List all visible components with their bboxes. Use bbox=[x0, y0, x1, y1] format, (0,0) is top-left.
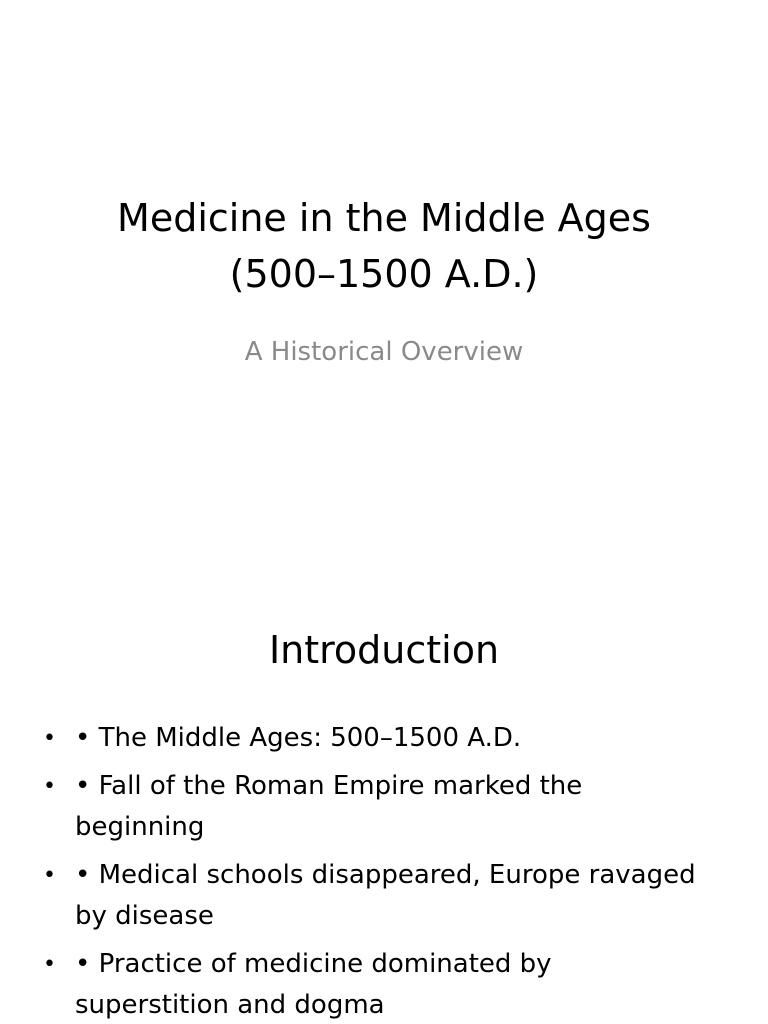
bullet-marker: • bbox=[43, 952, 56, 977]
bullet-text: • Medical schools disappeared, Europe ravaged by disease bbox=[75, 860, 696, 931]
slide-title bbox=[0, 190, 768, 302]
list-item bbox=[0, 766, 768, 848]
bullet-text: • Practice of medicine dominated by superstition and dogma bbox=[75, 949, 552, 1020]
list-item bbox=[0, 944, 768, 1024]
list-item bbox=[0, 855, 768, 937]
bullet-marker: • bbox=[43, 774, 56, 799]
slide-title-line-2: (500–1500 A.D.) bbox=[229, 252, 539, 296]
introduction-slide bbox=[0, 576, 768, 1024]
slide-subtitle: A Historical Overview bbox=[244, 337, 524, 367]
introduction-title: Introduction bbox=[268, 628, 500, 672]
bullet-marker: • bbox=[43, 863, 56, 888]
list-item bbox=[0, 718, 768, 759]
bullet-list bbox=[0, 718, 768, 1024]
slide-title-line-1: Medicine in the Middle Ages bbox=[117, 196, 651, 240]
bullet-text: • Fall of the Roman Empire marked the beginning bbox=[75, 771, 583, 842]
bullet-text: • The Middle Ages: 500–1500 A.D. bbox=[75, 723, 522, 753]
bullet-marker: • bbox=[43, 726, 56, 751]
